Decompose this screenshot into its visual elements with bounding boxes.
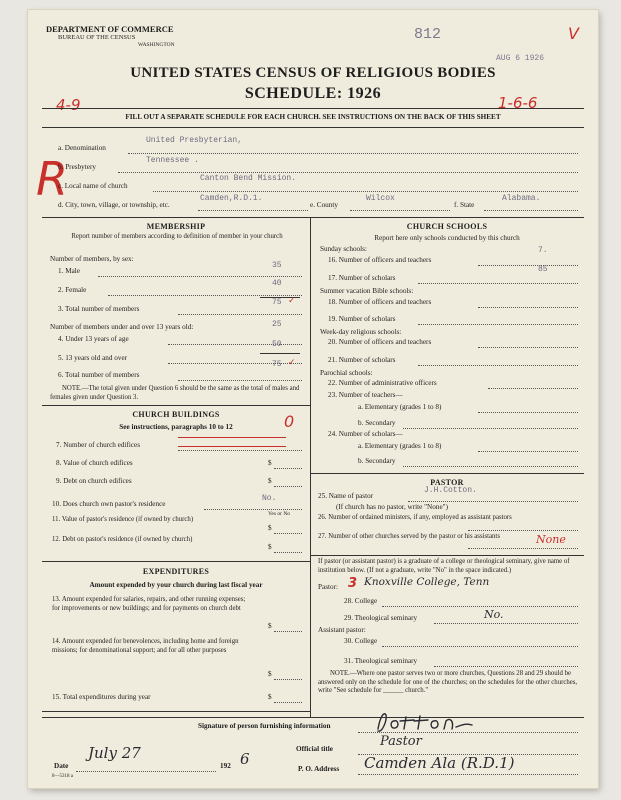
red-graduate-mark: 3	[348, 576, 358, 591]
under-13-count: 25	[272, 320, 282, 329]
expenditures-rule	[42, 561, 310, 562]
q24a-line	[478, 451, 578, 452]
q31-label: 31. Theological seminary	[344, 657, 418, 665]
q16-line	[478, 265, 578, 266]
city-label: d. City, town, village, or township, etc.	[58, 201, 170, 209]
official-title-label: Official title	[296, 745, 333, 753]
q28-line	[382, 606, 578, 607]
header-rule-bottom	[42, 127, 584, 128]
county-label: e. County	[310, 201, 338, 209]
form-instruction: FILL OUT A SEPARATE SCHEDULE FOR EACH CHURCH. SEE INSTRUCTIONS ON THE BACK OF THIS SHEET	[125, 113, 501, 121]
official-title-value: Pastor	[380, 734, 422, 749]
q3-label: 3. Total number of members	[58, 305, 140, 313]
presbytery-line	[118, 172, 578, 173]
assistant-pastor-label: Assistant pastor:	[318, 626, 366, 634]
state-line	[484, 210, 578, 211]
age-intro-label: Number of members under and over 13 years old:	[50, 323, 194, 331]
red-mark-left: 4-9	[56, 96, 81, 114]
city-value: Camden,R.D.1.	[200, 194, 263, 203]
q24b-label: b. Secondary	[358, 457, 396, 465]
q14-line	[274, 679, 302, 680]
buildings-heading: CHURCH BUILDINGS	[132, 410, 220, 419]
q30-label: 30. College	[344, 637, 378, 645]
q8-dollar: $	[268, 459, 272, 467]
q24b-line	[403, 466, 578, 467]
q23-label: 23. Number of teachers—	[328, 391, 403, 399]
year-prefix: 192	[220, 762, 231, 770]
q13-label: 13. Amount expended for salaries, repairs, and other running expenses; for improvements or new buildings; and for payments on church debt	[52, 596, 246, 612]
q22-line	[488, 388, 578, 389]
over-13-count: 50	[272, 340, 282, 349]
column-divider	[310, 217, 311, 647]
college-value: Knoxville College, Tenn	[364, 576, 490, 588]
members-by-sex-label: Number of members, by sex:	[50, 255, 134, 263]
red-check-mark: V	[568, 24, 579, 43]
q19-line	[418, 324, 578, 325]
q6-line	[178, 380, 302, 381]
q13-dollar: $	[268, 622, 272, 630]
q12-label: 12. Debt on pastor's residence (if owned by church)	[52, 536, 193, 543]
q23a-line	[478, 412, 578, 413]
address-label: P. O. Address	[298, 765, 340, 773]
red-mark-right: 1-6-6	[498, 94, 538, 112]
pastor-name-value: J.H.Cotton.	[424, 486, 477, 495]
q18-line	[478, 307, 578, 308]
census-schedule-sheet	[28, 10, 598, 788]
q9-label: 9. Debt on church edifices	[56, 477, 132, 485]
q26-label: 26. Number of ordained ministers, if any, employed as assistant pastors	[318, 514, 512, 521]
denomination-label: a. Denomination	[58, 144, 106, 152]
address-value: Camden Ala (R.D.1)	[364, 754, 515, 772]
q24a-label: a. Elementary (grades 1 to 8)	[358, 442, 442, 450]
parochial-schools-label: Parochial schools:	[320, 369, 373, 377]
weekday-schools-label: Week-day religious schools:	[320, 328, 402, 336]
church-name-line	[153, 191, 578, 192]
q4-label: 4. Under 13 years of age	[58, 335, 129, 343]
presbytery-value: Tennessee .	[146, 156, 199, 165]
membership-intro: Report number of members according to definition of member in your church	[71, 233, 283, 240]
q25-label: 25. Name of pastor	[318, 492, 374, 500]
schools-intro: Report here only schools conducted by this church	[374, 234, 520, 242]
q27-line	[468, 548, 578, 549]
left-bottom-rule	[42, 711, 310, 712]
check-total-1: ✓	[288, 296, 296, 306]
buildings-intro: See instructions, paragraphs 10 to 12	[119, 423, 233, 431]
q17-line	[418, 283, 578, 284]
q2-label: 2. Female	[58, 286, 87, 294]
q9-dollar: $	[268, 477, 272, 485]
summer-schools-label: Summer vacation Bible schools:	[320, 287, 414, 295]
department-name: DEPARTMENT OF COMMERCE	[46, 24, 174, 34]
denomination-line	[128, 153, 578, 154]
q30-line	[382, 646, 578, 647]
q3-line	[178, 314, 302, 315]
yes-no-hint: Yes or No	[268, 511, 291, 517]
form-title: UNITED STATES CENSUS OF RELIGIOUS BODIES	[130, 65, 496, 81]
buildings-rule	[42, 405, 310, 406]
pastor-sub-label: Pastor:	[318, 583, 338, 591]
presbytery-label: b. Presbytery	[58, 163, 96, 171]
q25-line	[408, 501, 578, 502]
q29-label: 29. Theological seminary	[344, 614, 418, 622]
date-label: Date	[54, 762, 69, 770]
q20-label: 20. Number of officers and teachers	[328, 338, 432, 346]
header-rule-top	[42, 108, 584, 109]
state-value: Alabama.	[502, 194, 541, 203]
q22-label: 22. Number of administrative officers	[328, 379, 437, 387]
signature-label: Signature of person furnishing information	[198, 722, 331, 730]
q15-label: 15. Total expenditures during year	[52, 693, 151, 701]
male-count: 35	[272, 261, 282, 270]
total-members-2: 75	[272, 360, 282, 369]
seminary-value: No.	[484, 608, 504, 621]
q10-label: 10. Does church own pastor's residence	[52, 500, 166, 508]
state-label: f. State	[454, 201, 475, 209]
edifices-value: 0	[284, 412, 295, 431]
q20-line	[478, 347, 578, 348]
q23b-line	[403, 428, 578, 429]
pastor-heading: PASTOR	[430, 478, 464, 487]
q11-line	[274, 533, 302, 534]
check-total-2: ✓	[288, 358, 296, 368]
handwritten-signature	[372, 707, 492, 737]
stamp-date: AUG 6 1926	[496, 54, 545, 63]
grid-rule-top	[42, 217, 584, 218]
membership-heading: MEMBERSHIP	[146, 222, 206, 231]
pastor-rule	[310, 473, 584, 474]
expenditures-heading: EXPENDITURES	[142, 567, 210, 576]
q7-label: 7. Number of church edifices	[56, 441, 141, 449]
grad-rule	[310, 555, 584, 556]
graduate-note: If pastor (or assistant pastor) is a graduate of a college or theological seminary, give name of institution below. (If not a graduate, write "No" in the space indicated.)	[318, 558, 570, 574]
q8-line	[274, 468, 302, 469]
q11-dollar: $	[268, 524, 272, 532]
q17-label: 17. Number of scholars	[328, 274, 396, 282]
bureau-name: BUREAU OF THE CENSUS	[58, 34, 136, 41]
county-line	[350, 210, 450, 211]
schools-heading: CHURCH SCHOOLS	[406, 222, 488, 231]
year-digit: 6	[240, 750, 250, 768]
bureau-city: WASHINGTON	[138, 42, 175, 48]
q21-line	[418, 365, 578, 366]
q10-line	[204, 509, 302, 510]
date-value: July 27	[88, 744, 141, 762]
q11-label: 11. Value of pastor's residence (if owned by church)	[52, 516, 194, 523]
q19-label: 19. Number of scholars	[328, 315, 396, 323]
expenditures-intro: Amount expended by your church during last fiscal year	[89, 581, 263, 589]
struck-entry	[178, 437, 286, 447]
q1-label: 1. Male	[58, 267, 80, 275]
membership-note: NOTE.—The total given under Question 6 should be the same as the total of males and females given under Question 3.	[50, 385, 300, 401]
female-count: 40	[272, 279, 282, 288]
q9-line	[274, 486, 302, 487]
stamp-number: 812	[414, 26, 442, 43]
q18-label: 18. Number of officers and teachers	[328, 298, 432, 306]
q21-label: 21. Number of scholars	[328, 356, 396, 364]
q7-line	[178, 450, 302, 451]
sunday-officers-value: 7.	[538, 246, 548, 255]
sunday-scholars-value: 85	[538, 265, 548, 274]
county-value: Wilcox	[366, 194, 395, 203]
residence-value: No.	[262, 494, 277, 503]
q14-dollar: $	[268, 670, 272, 678]
q23b-label: b. Secondary	[358, 419, 396, 427]
q12-line	[274, 552, 302, 553]
q5-label: 5. 13 years old and over	[58, 354, 128, 362]
q15-line	[274, 702, 302, 703]
church-name-value: Canton Bend Mission.	[200, 174, 297, 183]
q25-hint: (If church has no pastor, write "None")	[336, 503, 448, 511]
q23a-label: a. Elementary (grades 1 to 8)	[358, 403, 442, 411]
city-line	[198, 210, 308, 211]
other-churches-value: None	[536, 533, 566, 546]
column-divider-lower	[310, 647, 311, 717]
pastor-note: NOTE.—Where one pastor serves two or more churches, Questions 28 and 29 should be answered only on the schedule for one of the churches; on the schedules for the other churches, write "See schedule for ______ church."	[318, 670, 578, 694]
grid-rule-bottom	[42, 717, 584, 718]
sunday-schools-label: Sunday schools:	[320, 245, 367, 253]
church-name-label: c. Local name of church	[58, 182, 128, 190]
date-line	[76, 771, 216, 772]
q27-label: 27. Number of other churches served by the pastor or his assistants	[318, 533, 500, 540]
q6-label: 6. Total number of members	[58, 371, 140, 379]
q1-line	[98, 276, 302, 277]
q24-label: 24. Number of scholars—	[328, 430, 403, 438]
q14-label: 14. Amount expended for benevolences, including home and foreign missions; for denominational support; and for all other purposes	[52, 638, 239, 654]
q15-dollar: $	[268, 693, 272, 701]
schedule-title: SCHEDULE: 1926	[244, 85, 382, 102]
q31-line	[434, 666, 578, 667]
q8-label: 8. Value of church edifices	[56, 459, 133, 467]
form-number: 8—5318 a	[52, 774, 73, 779]
q26-line	[468, 530, 578, 531]
q29-line	[434, 623, 578, 624]
q28-label: 28. College	[344, 597, 378, 605]
denomination-value: United Presbyterian,	[146, 136, 243, 145]
red-letter-mark: R	[36, 152, 68, 206]
q16-label: 16. Number of officers and teachers	[328, 256, 432, 264]
q13-line	[274, 631, 302, 632]
total-members: 75	[272, 298, 282, 307]
sum-rule-2	[260, 353, 300, 354]
address-line	[358, 774, 578, 775]
q2-line	[108, 295, 302, 296]
q12-dollar: $	[268, 543, 272, 551]
